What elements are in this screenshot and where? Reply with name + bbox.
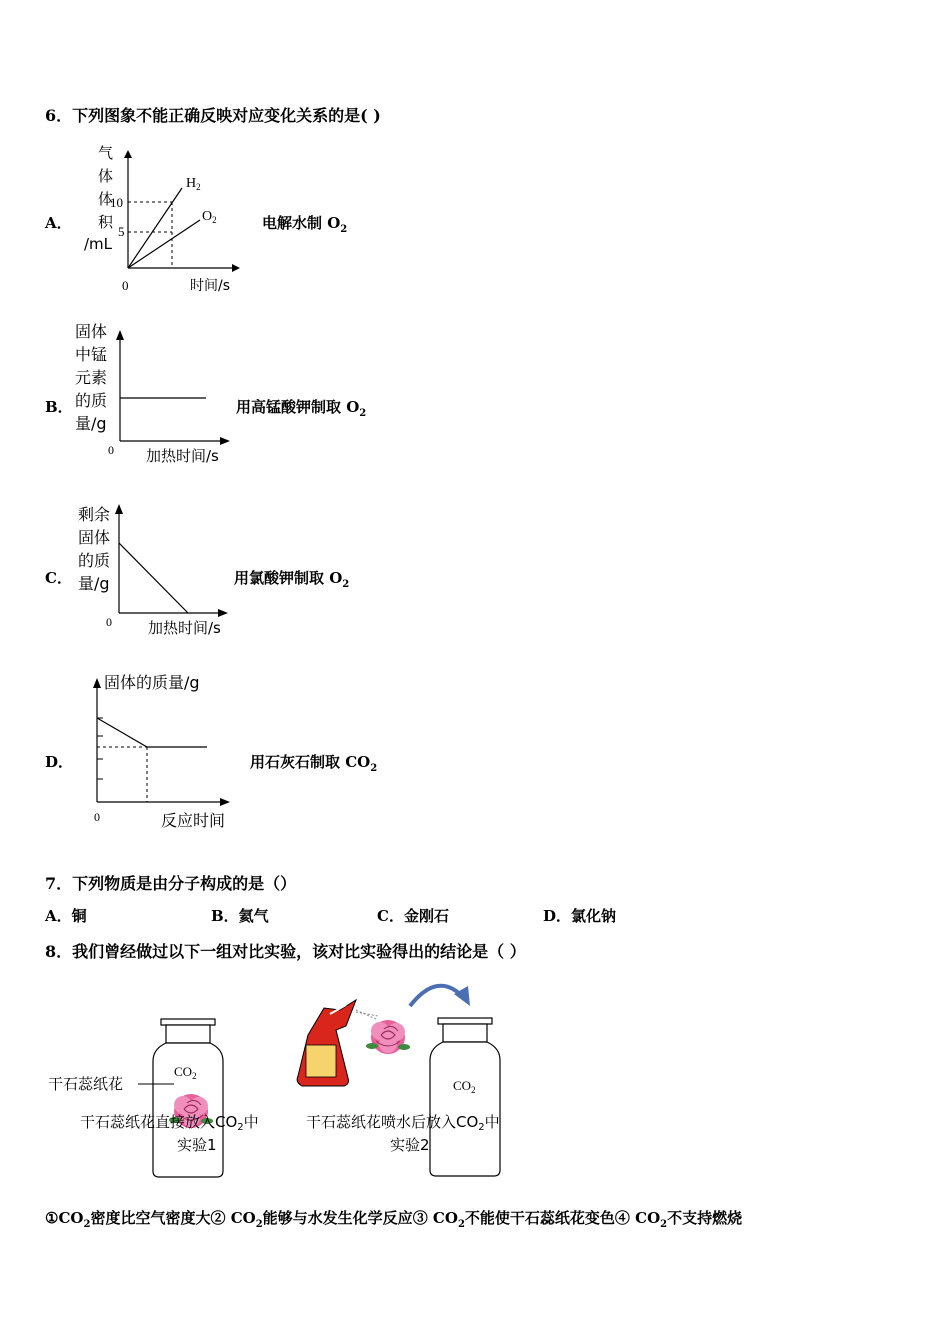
- q8-conclusions: [45, 1207, 742, 1230]
- graph-a-line-h2: [128, 188, 182, 268]
- graph-a-y-label-2: 体: [98, 167, 114, 185]
- graph-a: [70, 142, 270, 302]
- q6-option-d-letter: D．: [45, 753, 74, 771]
- conclusion-4: ④ $CO_2$不支持燃烧: [614, 1209, 743, 1230]
- exp2-flower-icon: [366, 1020, 410, 1054]
- graph-c-line: [119, 543, 188, 613]
- graph-c-origin: 0: [106, 615, 112, 629]
- q6-option-c-letter: C．: [45, 569, 72, 587]
- q8-experiment-figure: [40, 970, 540, 1190]
- graph-d-x-label: 反应时间: [161, 811, 226, 830]
- graph-b-y-label-5: 量/g: [75, 414, 107, 433]
- conclusion-1: $①CO_2$密度比空气密度大: [45, 1209, 211, 1230]
- spray-bottle-icon: [297, 1000, 378, 1086]
- graph-a-y-label-4: 积: [98, 213, 114, 231]
- q7-option-d: D．氯化钠: [543, 907, 617, 925]
- q6-option-b-letter: B．: [45, 398, 73, 416]
- graph-a-y-label-3: 体: [98, 190, 114, 208]
- graph-b-y-label-1: 固体: [75, 322, 108, 341]
- graph-a-tick-5: 5: [118, 224, 125, 239]
- graph-d: [70, 668, 270, 838]
- graph-a-y-label-1: 气: [98, 144, 114, 162]
- graph-b-y-label-3: 元素: [75, 368, 108, 387]
- flower-label: 干石蕊纸花: [48, 1075, 124, 1093]
- curved-arrow-icon: [410, 986, 464, 1006]
- q7-option-b: B．氦气: [211, 907, 269, 925]
- graph-b: [70, 318, 270, 468]
- conclusion-2: ② $CO_2$能够与水发生化学反应: [210, 1209, 413, 1230]
- q6-option-c-desc: 用氯酸钾制取 $O_2$: [234, 569, 350, 590]
- graph-d-origin: 0: [94, 810, 100, 824]
- exp2-caption: 干石蕊纸花喷水后放入$CO_2$中: [306, 1113, 500, 1133]
- exp2-bottle: [430, 1018, 500, 1176]
- q7-stem: 7．下列物质是由分子构成的是（）: [45, 874, 297, 893]
- exp2-name: 实验2: [390, 1136, 430, 1154]
- q6-option-d-desc: 用石灰石制取 $CO_2$: [250, 753, 378, 774]
- q6-option-b-desc: 用高锰酸钾制取 $O_2$: [236, 398, 367, 419]
- q6-option-a-desc: 电解水制 $O_2$: [262, 214, 348, 235]
- graph-b-y-label-4: 的质: [75, 391, 108, 410]
- graph-c-y-label-4: 量/g: [78, 574, 110, 593]
- graph-d-line: [97, 718, 207, 747]
- exp1-bottle-label: $CO_2$: [174, 1064, 197, 1081]
- graph-a-series-o2: $O_2$: [202, 209, 217, 225]
- exp1-name: 实验1: [177, 1136, 217, 1154]
- q7-option-c: C．金刚石: [377, 907, 449, 925]
- conclusion-3: ③ $CO_2$不能使干石蕊纸花变色: [412, 1209, 615, 1230]
- graph-b-origin: 0: [108, 443, 114, 457]
- graph-c-y-label-1: 剩余: [78, 505, 111, 524]
- graph-a-x-label: 时间/s: [190, 278, 231, 294]
- exp1-caption: 干石蕊纸花直接放入$CO_2$中: [80, 1113, 259, 1133]
- graph-c-y-label-2: 固体: [78, 528, 111, 547]
- graph-c-x-label: 加热时间/s: [148, 619, 221, 637]
- graph-a-series-h2: $H_2$: [186, 176, 201, 192]
- q6-option-a-letter: A．: [45, 214, 72, 232]
- exp2-bottle-label: $CO_2$: [453, 1078, 476, 1095]
- graph-a-line-o2: [128, 220, 200, 268]
- graph-b-x-label: 加热时间/s: [146, 447, 219, 465]
- graph-b-y-label-2: 中锰: [75, 345, 108, 364]
- graph-a-origin: 0: [122, 278, 129, 293]
- graph-d-y-label: 固体的质量/g: [104, 673, 200, 692]
- q8-stem: 8．我们曾经做过以下一组对比实验，该对比实验得出的结论是（ ）: [45, 942, 526, 961]
- graph-a-y-label-5: /mL: [84, 235, 113, 253]
- graph-a-tick-10: 10: [110, 195, 123, 210]
- q7-option-a: A．铜: [45, 907, 87, 925]
- graph-c-y-label-3: 的质: [78, 551, 111, 570]
- q6-stem: 6．下列图象不能正确反映对应变化关系的是( ): [45, 106, 381, 125]
